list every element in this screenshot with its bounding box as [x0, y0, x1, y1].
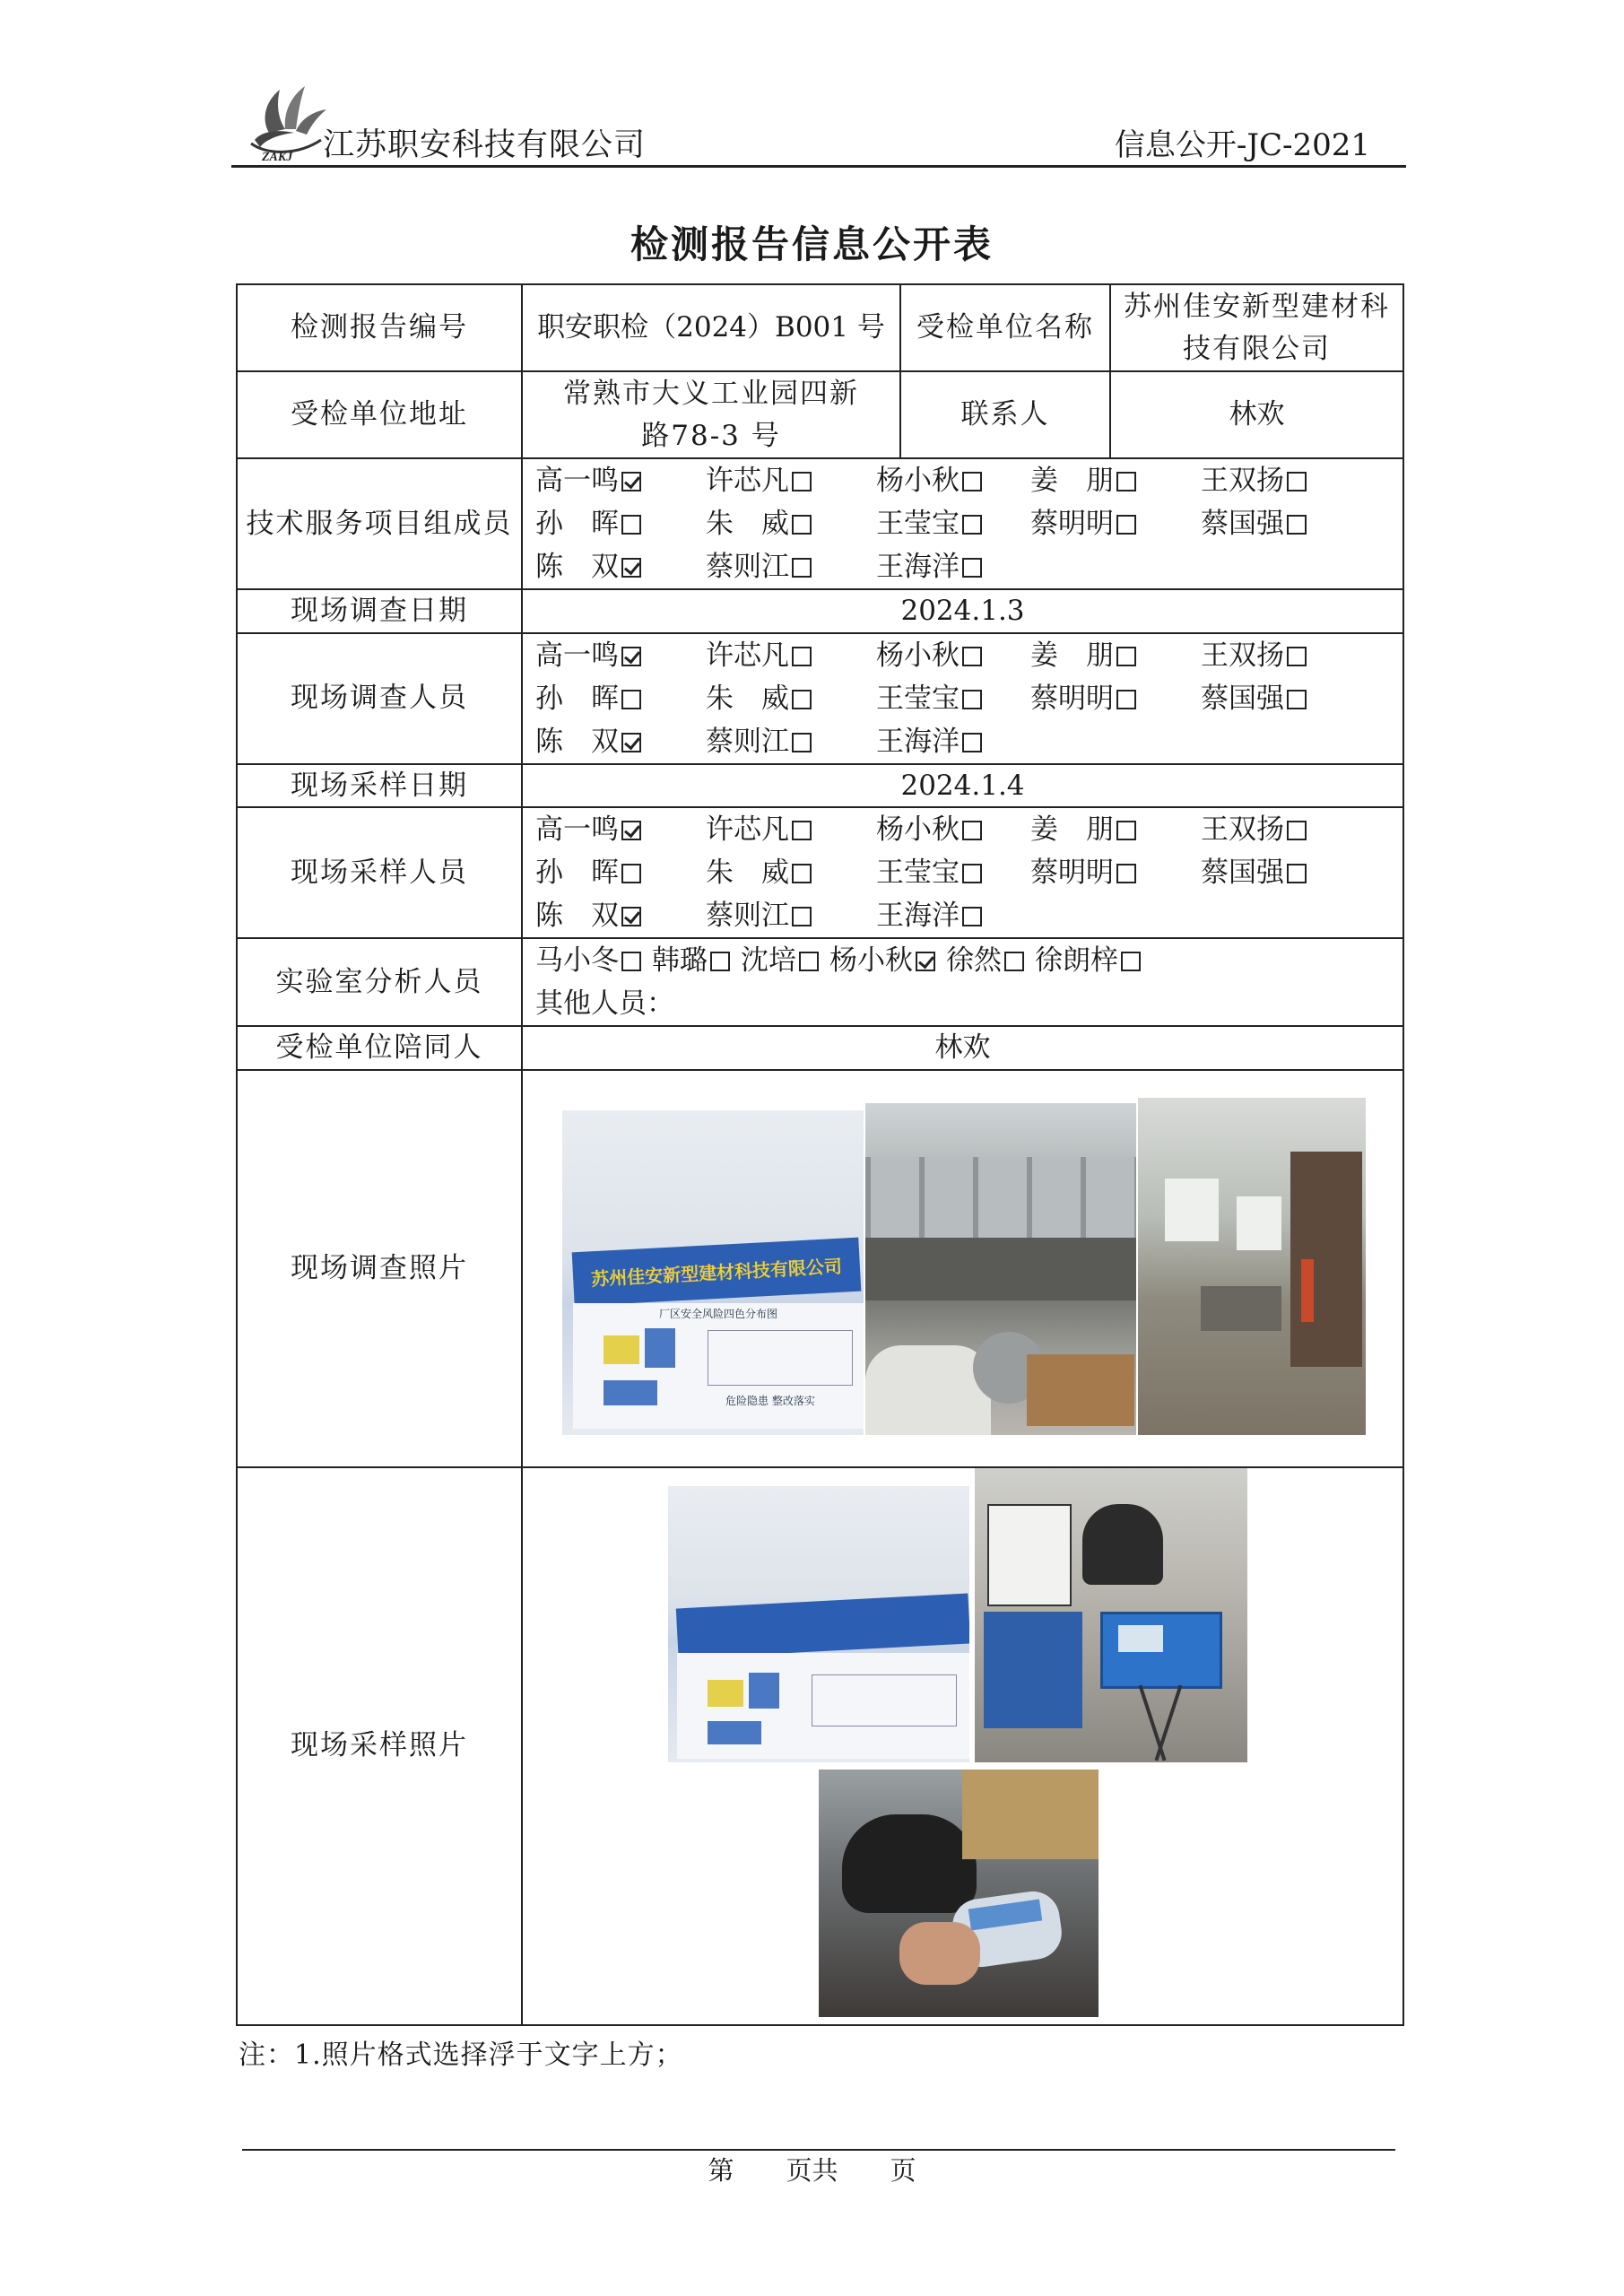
- staff-name: 蔡则江: [706, 900, 789, 932]
- staff-name: 王莹宝: [876, 682, 960, 715]
- sampling-staff: [523, 808, 1403, 937]
- staff-name: 王莹宝: [876, 508, 960, 540]
- staff-entry: [876, 677, 1030, 720]
- sign-title: 苏州佳安新型建材科技有限公司: [590, 1255, 843, 1290]
- sampling-photo-equipment: [975, 1468, 1247, 1762]
- survey-photos-label: 现场调查照片: [237, 1070, 522, 1467]
- unchecked-checkbox-icon[interactable]: [792, 515, 812, 535]
- staff-name: 杨小秋: [876, 465, 960, 497]
- sampling-photos-label: 现场采样照片: [237, 1467, 522, 2025]
- survey-photo-signboard: [562, 1110, 864, 1435]
- staff-entry: [652, 939, 730, 982]
- staff-entry: [1030, 502, 1201, 545]
- staff-entry: [706, 459, 876, 502]
- unchecked-checkbox-icon[interactable]: [792, 821, 812, 840]
- contact-value: 林欢: [1110, 371, 1403, 458]
- escort-value: 林欢: [522, 1026, 1403, 1070]
- table-row: [237, 1026, 1403, 1070]
- checked-checkbox-icon[interactable]: [621, 907, 641, 926]
- staff-name: 姜 朋: [1030, 813, 1114, 846]
- checked-checkbox-icon[interactable]: [621, 558, 641, 578]
- unchecked-checkbox-icon[interactable]: [962, 733, 982, 752]
- unchecked-checkbox-icon[interactable]: [621, 515, 641, 535]
- staff-name: 蔡则江: [706, 551, 789, 583]
- staff-entry: [1201, 634, 1371, 677]
- staff-name: 蔡国强: [1201, 682, 1284, 715]
- unchecked-checkbox-icon[interactable]: [621, 952, 641, 971]
- unchecked-checkbox-icon[interactable]: [1287, 821, 1307, 840]
- company-logo: [242, 77, 332, 163]
- unchecked-checkbox-icon[interactable]: [1287, 690, 1307, 709]
- staff-name: 姜 朋: [1030, 465, 1114, 497]
- staff-name: 朱 威: [706, 508, 789, 540]
- staff-entry: [535, 459, 706, 502]
- unchecked-checkbox-icon[interactable]: [621, 690, 641, 709]
- staff-name: 杨小秋: [829, 944, 913, 977]
- staff-entry: [535, 720, 706, 763]
- table-row: [237, 938, 1403, 1026]
- survey-staff: [523, 634, 1403, 763]
- staff-name: 高一鸣: [535, 813, 619, 846]
- staff-name: 杨小秋: [876, 639, 960, 672]
- staff-entry: [535, 545, 706, 588]
- sampling-photo-signboard: [668, 1486, 969, 1762]
- contact-label: 联系人: [900, 371, 1110, 458]
- staff-entry: [741, 939, 819, 982]
- survey-date-value: 2024.1.3: [522, 589, 1403, 633]
- unchecked-checkbox-icon[interactable]: [1287, 515, 1307, 535]
- staff-name: 蔡明明: [1030, 857, 1114, 889]
- staff-entry: [946, 939, 1024, 982]
- staff-entry: [706, 894, 876, 937]
- staff-name: 孙 晖: [535, 508, 619, 540]
- unchecked-checkbox-icon[interactable]: [962, 472, 982, 491]
- unchecked-checkbox-icon[interactable]: [1116, 647, 1136, 666]
- unchecked-checkbox-icon[interactable]: [1116, 472, 1136, 491]
- staff-entry: [535, 502, 706, 545]
- staff-name: 高一鸣: [535, 639, 619, 672]
- staff-name: 王双扬: [1201, 813, 1284, 846]
- report-info-table: [236, 283, 1404, 2026]
- staff-name: 王双扬: [1201, 639, 1284, 672]
- staff-entry: [1030, 634, 1201, 677]
- staff-entry: [876, 502, 1030, 545]
- staff-entry: [706, 502, 876, 545]
- sign-footer: 危险隐患 整改落实: [725, 1394, 815, 1407]
- escort-label: 受检单位陪同人: [237, 1026, 522, 1070]
- staff-entry: [706, 808, 876, 851]
- staff-entry: [1030, 677, 1201, 720]
- checked-checkbox-icon[interactable]: [621, 733, 641, 752]
- staff-name: 杨小秋: [876, 813, 960, 846]
- staff-name: 许芯凡: [706, 639, 789, 672]
- staff-name: 王双扬: [1201, 465, 1284, 497]
- sign-subtitle: 厂区安全风险四色分布图: [658, 1307, 777, 1320]
- sampling-date-value: 2024.1.4: [522, 764, 1403, 808]
- staff-entry: [876, 545, 1030, 588]
- unchecked-checkbox-icon[interactable]: [792, 864, 812, 883]
- staff-name: 陈 双: [535, 725, 619, 758]
- checked-checkbox-icon[interactable]: [621, 647, 641, 666]
- sampling-date-label: 现场采样日期: [237, 764, 522, 808]
- staff-name: 蔡则江: [706, 725, 789, 758]
- unchecked-checkbox-icon[interactable]: [1287, 864, 1307, 883]
- unchecked-checkbox-icon[interactable]: [792, 733, 812, 752]
- report-number-label: 检测报告编号: [237, 284, 522, 371]
- staff-name: 马小冬: [535, 944, 619, 977]
- unchecked-checkbox-icon[interactable]: [799, 952, 819, 971]
- staff-entry: [706, 634, 876, 677]
- team-label: 技术服务项目组成员: [237, 458, 522, 589]
- staff-entry: [706, 720, 876, 763]
- table-row: [237, 458, 1403, 589]
- footnote: 注：1.照片格式选择浮于文字上方；: [239, 2039, 683, 2071]
- staff-entry: [535, 677, 706, 720]
- unchecked-checkbox-icon[interactable]: [621, 864, 641, 883]
- staff-entry: [1201, 851, 1371, 894]
- staff-entry: [1030, 851, 1201, 894]
- staff-name: 王莹宝: [876, 857, 960, 889]
- staff-name: 陈 双: [535, 900, 619, 932]
- staff-name: 韩璐: [652, 944, 708, 977]
- staff-name: 许芯凡: [706, 813, 789, 846]
- document-code: 信息公开-JC-2021: [1114, 127, 1370, 163]
- lab-staff-label: 实验室分析人员: [237, 938, 522, 1026]
- staff-entry: [535, 851, 706, 894]
- team-members: [523, 459, 1403, 588]
- unchecked-checkbox-icon[interactable]: [792, 647, 812, 666]
- staff-name: 孙 晖: [535, 682, 619, 715]
- address-value: 常熟市大义工业园四新路78-3 号: [522, 371, 900, 458]
- staff-entry: [1201, 808, 1371, 851]
- staff-entry: [706, 545, 876, 588]
- staff-name: 蔡国强: [1201, 857, 1284, 889]
- table-row: [237, 764, 1403, 808]
- staff-entry: [876, 634, 1030, 677]
- unit-name-label: 受检单位名称: [900, 284, 1110, 371]
- sampling-staff-label: 现场采样人员: [237, 807, 522, 938]
- logo-text: ZAKJ: [262, 151, 293, 163]
- staff-entry: [876, 459, 1030, 502]
- survey-photo-workshop: [1138, 1098, 1366, 1435]
- unchecked-checkbox-icon[interactable]: [792, 558, 812, 578]
- sampling-photo-meter: [819, 1770, 1099, 2017]
- staff-name: 孙 晖: [535, 857, 619, 889]
- unchecked-checkbox-icon[interactable]: [1116, 515, 1136, 535]
- staff-name: 沈培: [741, 944, 796, 977]
- staff-name: 蔡国强: [1201, 508, 1284, 540]
- unchecked-checkbox-icon[interactable]: [1287, 472, 1307, 491]
- checked-checkbox-icon[interactable]: [621, 472, 641, 491]
- unchecked-checkbox-icon[interactable]: [962, 647, 982, 666]
- staff-entry: [876, 720, 1030, 763]
- unchecked-checkbox-icon[interactable]: [962, 907, 982, 926]
- staff-entry: [876, 808, 1030, 851]
- table-row: [237, 1467, 1403, 2025]
- unchecked-checkbox-icon[interactable]: [1116, 821, 1136, 840]
- staff-name: 王海洋: [876, 725, 960, 758]
- table-row: [237, 371, 1403, 458]
- unchecked-checkbox-icon[interactable]: [1116, 864, 1136, 883]
- staff-entry: [829, 939, 935, 982]
- staff-name: 陈 双: [535, 551, 619, 583]
- survey-date-label: 现场调查日期: [237, 589, 522, 633]
- unchecked-checkbox-icon[interactable]: [962, 864, 982, 883]
- unchecked-checkbox-icon[interactable]: [792, 472, 812, 491]
- staff-name: 朱 威: [706, 857, 789, 889]
- staff-name: 王海洋: [876, 551, 960, 583]
- staff-name: 高一鸣: [535, 465, 619, 497]
- unchecked-checkbox-icon[interactable]: [962, 690, 982, 709]
- staff-entry: [1201, 459, 1371, 502]
- staff-entry: [876, 894, 1030, 937]
- lab-other-staff: 其他人员：: [535, 987, 674, 1020]
- company-name: 江苏职安科技有限公司: [323, 127, 647, 163]
- staff-name: 徐然: [946, 944, 1002, 977]
- survey-staff-label: 现场调查人员: [237, 633, 522, 764]
- page-number: 第 页共 页: [708, 2155, 916, 2186]
- unchecked-checkbox-icon[interactable]: [962, 558, 982, 578]
- page-header: [231, 72, 1406, 168]
- address-label: 受检单位地址: [237, 371, 522, 458]
- unchecked-checkbox-icon[interactable]: [792, 907, 812, 926]
- staff-entry: [535, 894, 706, 937]
- table-row: [237, 1070, 1403, 1467]
- checked-checkbox-icon[interactable]: [916, 952, 935, 971]
- staff-name: 徐朗梓: [1035, 944, 1118, 977]
- unchecked-checkbox-icon[interactable]: [1004, 952, 1024, 971]
- table-row: [237, 633, 1403, 764]
- unit-name-value: 苏州佳安新型建材科技有限公司: [1110, 284, 1403, 371]
- staff-name: 姜 朋: [1030, 639, 1114, 672]
- checked-checkbox-icon[interactable]: [621, 821, 641, 840]
- staff-entry: [1030, 808, 1201, 851]
- page-title: 检测报告信息公开表: [630, 222, 994, 266]
- unchecked-checkbox-icon[interactable]: [1287, 647, 1307, 666]
- unchecked-checkbox-icon[interactable]: [1121, 952, 1141, 971]
- staff-name: 王海洋: [876, 900, 960, 932]
- staff-entry: [876, 851, 1030, 894]
- staff-name: 朱 威: [706, 682, 789, 715]
- staff-name: 蔡明明: [1030, 508, 1114, 540]
- staff-entry: [535, 939, 641, 982]
- staff-entry: [1035, 939, 1141, 982]
- unchecked-checkbox-icon[interactable]: [1116, 690, 1136, 709]
- survey-photo-warehouse: [865, 1103, 1136, 1435]
- staff-name: 蔡明明: [1030, 682, 1114, 715]
- staff-entry: [535, 808, 706, 851]
- unchecked-checkbox-icon[interactable]: [962, 821, 982, 840]
- unchecked-checkbox-icon[interactable]: [962, 515, 982, 535]
- staff-entry: [1030, 459, 1201, 502]
- staff-entry: [706, 677, 876, 720]
- lab-staff: [523, 939, 1403, 982]
- staff-entry: [1201, 502, 1371, 545]
- staff-name: 许芯凡: [706, 465, 789, 497]
- table-row: [237, 589, 1403, 633]
- unchecked-checkbox-icon[interactable]: [710, 952, 730, 971]
- staff-entry: [706, 851, 876, 894]
- unchecked-checkbox-icon[interactable]: [792, 690, 812, 709]
- staff-entry: [535, 634, 706, 677]
- staff-entry: [1201, 677, 1371, 720]
- report-number-value: 职安职检（2024）B001 号: [522, 284, 900, 371]
- table-row: [237, 807, 1403, 938]
- table-row: [237, 284, 1403, 371]
